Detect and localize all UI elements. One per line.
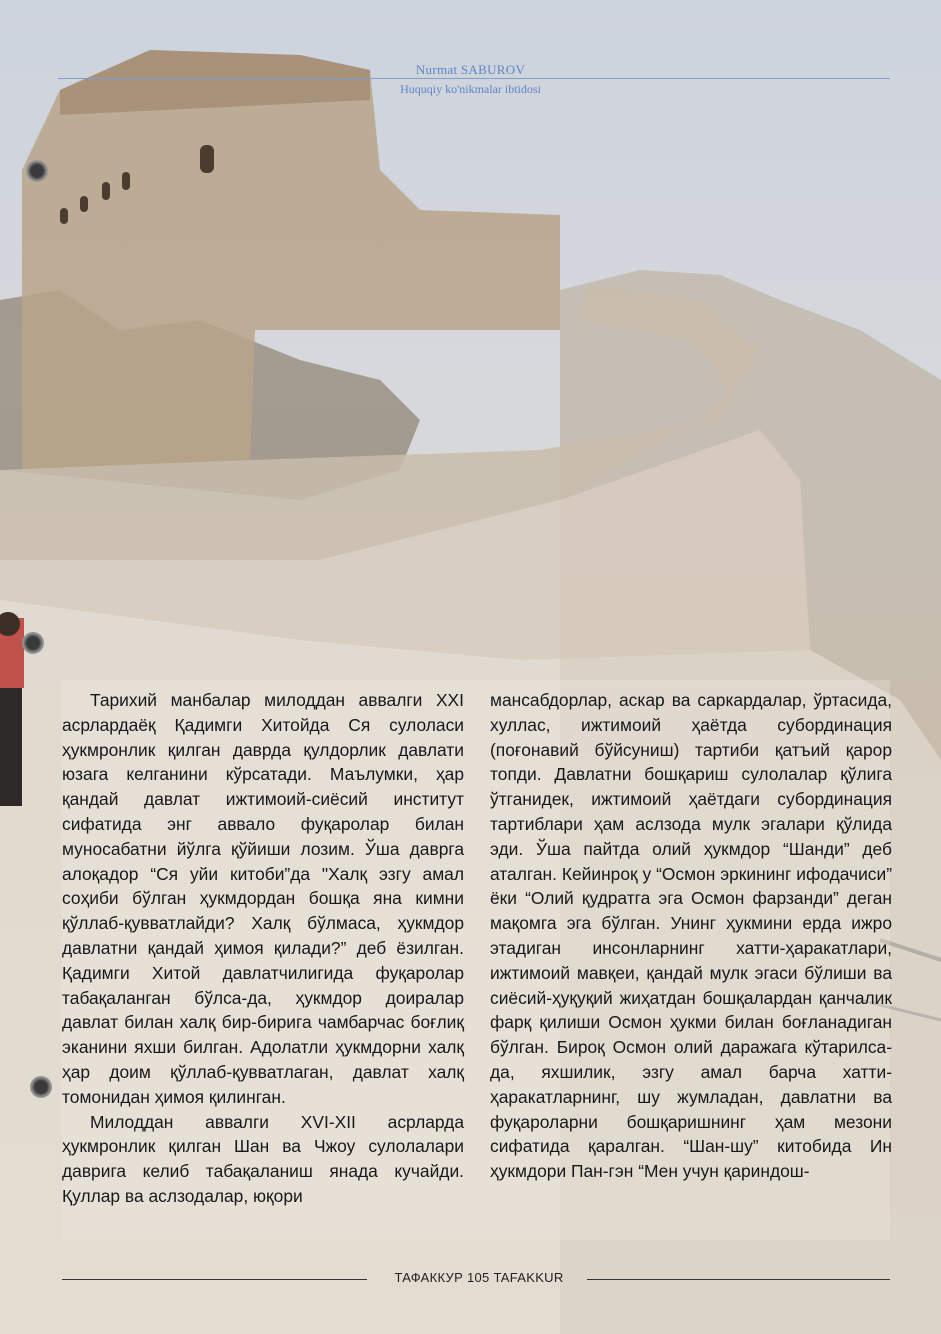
text-column-right (490, 688, 892, 1184)
binder-hole-bottom (30, 1076, 52, 1098)
paragraph: мансабдорлар, аскар ва саркардалар, ўртасида, хуллас, ижтимоий ҳаётда субординация (поғонавий бўйсуниш) тартиби қатъий қарор топди. Давлатни бошқариш сулолалар қўлига ўтганидек, ижтимоий ҳаётдаги субординация тартиблари ҳам аслзода мулк эгалари қўлида эди. Ўша пайтда олий ҳукмдор “Шанди” деб аталган. Кейинроқ у “Осмон эркининг ифодачиси” ёки “Олий қудратга эга Осмон фарзанди” деган мақомга эга бўлган. Унинг ҳукмини ерда ижро этадиган инсонларнинг хатти-ҳаракатлари, ижтимоий мавқеи, қандай мулк эгаси бўлиши ва сиёсий-ҳуқуқий жиҳатдан бошқалардан қанчалик фарқ қилиши Осмон ҳукми билан боғланадиган бўлган. Бироқ Осмон олий даражага кўтарилса-да, яхшилик, эзгу амал барча хатти-ҳаракатларнинг, шу жумладан, давлатни ва фуқароларни бошқаришнинг ҳам мезони сифатида қаралган. “Шан-шу” китобида Ин ҳукмдори Пан-гэн “Мен учун қариндош- (490, 690, 892, 1182)
footer-rule-right (587, 1279, 890, 1280)
text-column-left (62, 688, 464, 1209)
footer-rule-left (62, 1279, 367, 1280)
paragraph: Милоддан аввалги XVI-XII асрларда ҳукмронлик қилган Шан ва Чжоу сулолалари даврига келиб табақаланиш янада кучайди. Қуллар ва аслзодалар, юқори (62, 1111, 464, 1206)
article-title: Huquqiy ko'nikmalar ibtidosi (400, 82, 541, 96)
header-rule (58, 78, 890, 79)
footer-label: ТАФАККУР 105 TAFAKKUR (394, 1270, 564, 1285)
page-footer (62, 1270, 890, 1290)
author-name: Nurmat SABUROV (415, 62, 526, 77)
binder-hole-middle (22, 632, 44, 654)
binder-hole-top (26, 160, 48, 182)
paragraph: Тарихий манбалар милоддан аввалги XXI асрлардаёқ Қадимги Хитойда Ся сулоласи ҳукмронлик қилган даврда қулдорлик давлати юзага келганини кўрсатади. Маълумки, ҳар қандай давлат ижтимоий-сиёсий институт сифатида энг аввало фуқаролар билан муносабатни йўлга қўйиши лозим. Ўша даврга алоқадор “Ся уйи китоби”да "Халқ эзгу амал соҳиби бўлган ҳукмдордан бошқа яна кимни қўллаб-қувватлайди? Халқ бўлмаса, ҳукмдор давлатни қандай ҳимоя қилади?” деб ёзилган. Қадимги Хитой давлатчилигида фуқаролар табақаланган бўлса-да, ҳукмдор доиралар давлат билан халқ бир-бирига чамбарчас боғлиқ эканини яхши билган. Адолатли ҳукмдорни халқ ҳар доим қўллаб-қувватлаган, давлат халқ томонидан ҳимоя қилинган. (62, 690, 464, 1107)
